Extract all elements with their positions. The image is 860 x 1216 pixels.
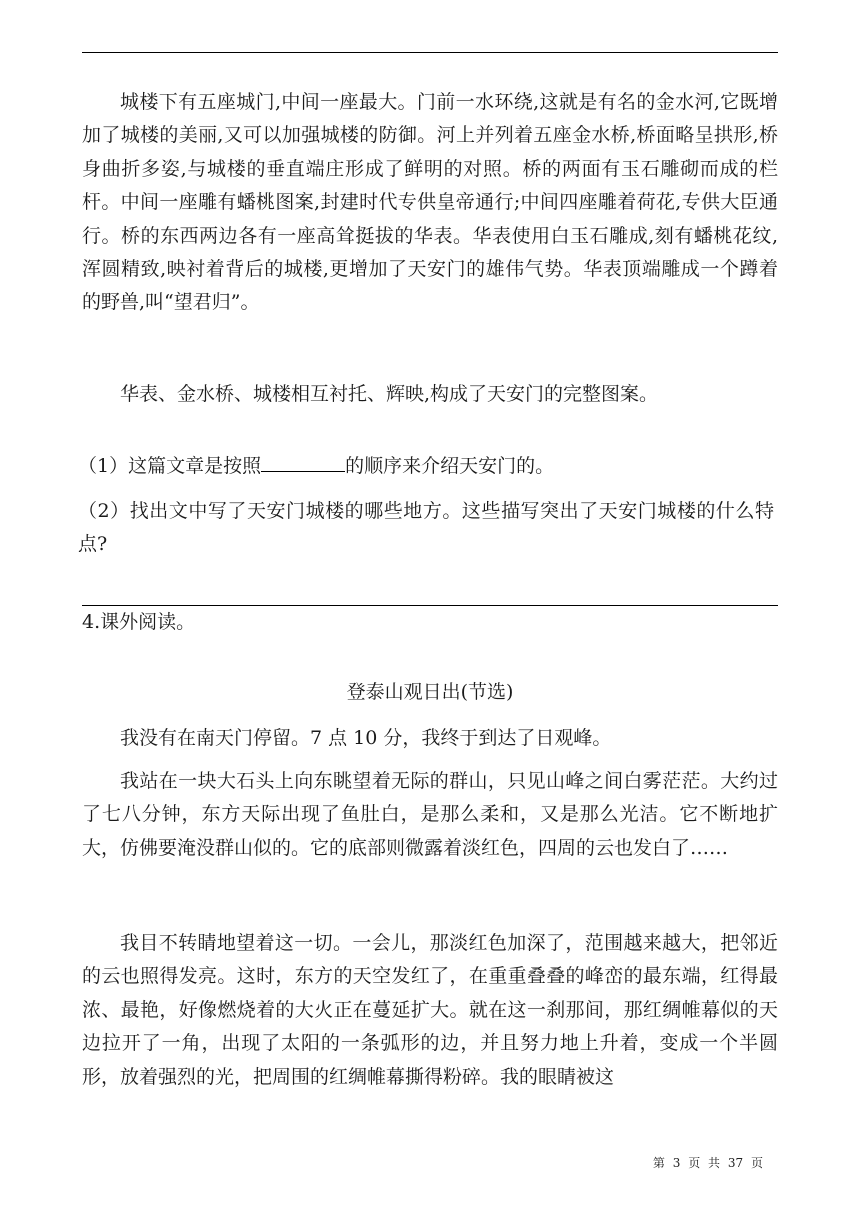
question-1-prefix: （1）这篇文章是按照 [78,455,262,477]
footer-post: 页 [750,1156,763,1170]
reading-title: 登泰山观日出(节选) [346,681,514,703]
footer-total-prefix: 共 [708,1156,721,1170]
header-rule [82,52,778,53]
reading-paragraph-3: 我目不转睛地望着这一切。一会儿，那淡红色加深了，范围越来越大，把邻近的云也照得发亮。这时，东方的天空发红了，在重重叠叠的峰峦的最东端，红得最浓、最艳，好像燃烧着的大火正在蔓延扩大。就在这一刹那间，那红绸帷幕似的天边拉开了一角，出现了太阳的一条弧形的边，并且努力地上升着，变成一个半圆形，放着强烈的光，把周围的红绸帷幕撕得粉碎。我的眼睛被这 [82,932,778,1088]
page-footer [0,1154,860,1171]
section-heading: 4.课外阅读。 [82,611,196,633]
reading-paragraph-1: 我没有在南天门停留。7 点 10 分，我终于到达了日观峰。 [120,727,612,749]
answer-blank[interactable] [261,453,345,472]
footer-page-number: 3 [672,1156,681,1170]
reading-paragraph-2: 我站在一块大石头上向东眺望着无际的群山，只见山峰之间白雾茫茫。大约过了七八分钟，东方天际出现了鱼肚白，是那么柔和，又是那么光洁。它不断地扩大，仿佛要淹没群山似的。它的底部则微露着淡红色，四周的云也发白了…… [82,770,778,859]
question-1-suffix: 的顺序来介绍天安门的。 [345,455,555,477]
footer-total-pages: 37 [727,1156,744,1170]
footer-page-unit: 页 [688,1156,701,1170]
question-1 [78,450,774,483]
question-2: （2）找出文中写了天安门城楼的哪些地方。这些描写突出了天安门城楼的什么特点? [78,500,774,556]
footer-pre: 第 [652,1156,665,1170]
passage-paragraph-1: 城楼下有五座城门,中间一座最大。门前一水环绕,这就是有名的金水河,它既增加了城楼的美丽,又可以加强城楼的防御。河上并列着五座金水桥,桥面略呈拱形,桥身曲折多姿,与城楼的垂直端庄形成了鲜明的对照。桥的两面有玉石雕砌而成的栏杆。中间一座雕有蟠桃图案,封建时代专供皇帝通行;中间四座雕着荷花,专供大臣通行。桥的东西两边各有一座高耸挺拔的华表。华表使用白玉石雕成,刻有蟠桃花纹,浑圆精致,映衬着背后的城楼,更增加了天安门的雄伟气势。华表顶端雕成一个蹲着的野兽,叫“望君归”。 [82,91,778,314]
passage-paragraph-2: 华表、金水桥、城楼相互衬托、辉映,构成了天安门的完整图案。 [120,383,659,405]
